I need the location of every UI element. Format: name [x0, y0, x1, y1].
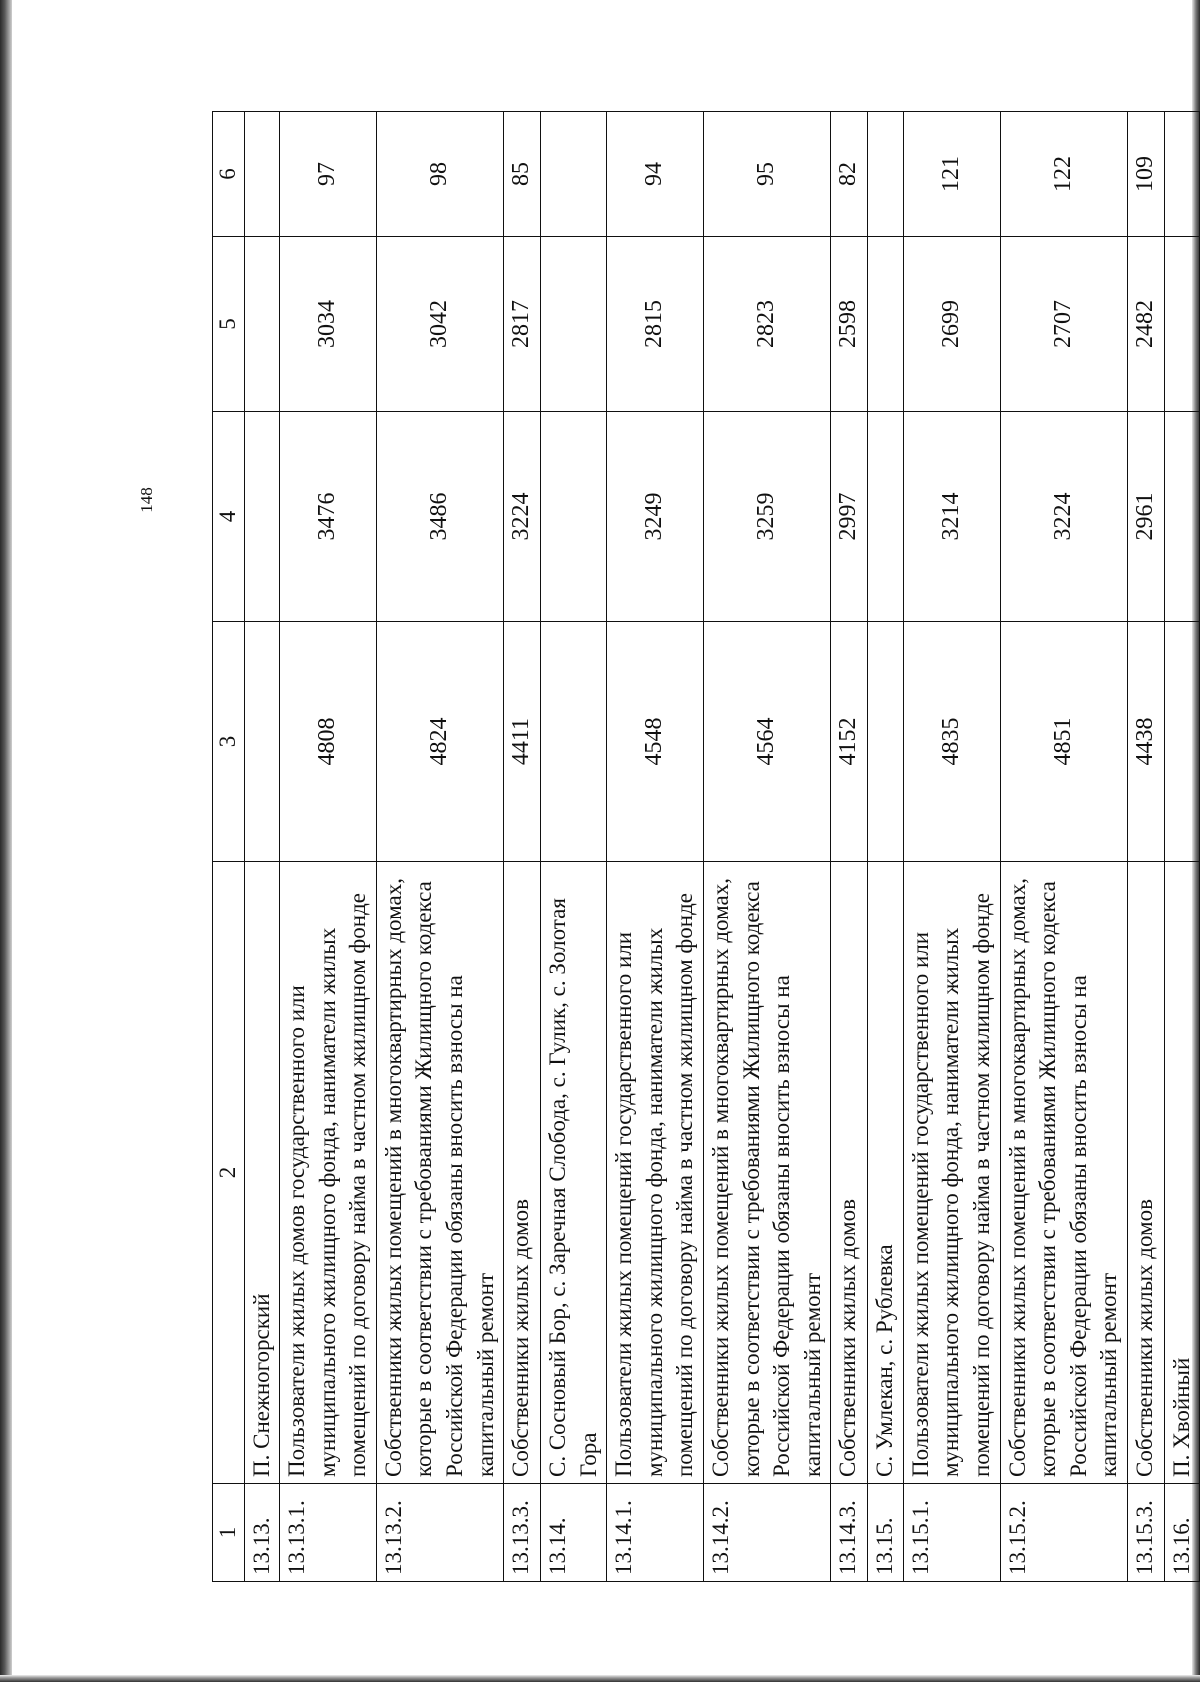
row-value-6: 97	[280, 112, 377, 237]
row-code: 13.16.	[1164, 1484, 1200, 1582]
row-value-6: 122	[1000, 112, 1127, 237]
row-code: 13.13.3.	[504, 1484, 541, 1582]
row-value-6: 82	[831, 112, 868, 237]
row-code: 13.13.2.	[376, 1484, 503, 1582]
header-cell-3: 3	[213, 622, 245, 862]
row-value-5: 2598	[831, 237, 868, 412]
row-value-5: 2823	[704, 237, 831, 412]
header-cell-5: 5	[213, 237, 245, 412]
row-code: 13.14.2.	[704, 1484, 831, 1582]
header-cell-1: 1	[213, 1484, 245, 1582]
row-value-6	[868, 112, 904, 237]
table-row	[376, 112, 503, 1582]
row-description: П. Хвойный	[1164, 862, 1200, 1484]
tariff-table	[212, 111, 1200, 1582]
row-value-3: 4808	[280, 622, 377, 862]
row-value-5: 2482	[1127, 237, 1164, 412]
table-row	[1000, 112, 1127, 1582]
row-value-3: 4835	[903, 622, 1000, 862]
row-value-5: 2699	[903, 237, 1000, 412]
table-row	[868, 112, 904, 1582]
row-code: 13.15.1.	[903, 1484, 1000, 1582]
row-value-3: 4152	[831, 622, 868, 862]
page-number: 148	[136, 487, 156, 513]
row-value-3: 4438	[1127, 622, 1164, 862]
row-value-6	[1164, 112, 1200, 237]
row-code: 13.15.	[868, 1484, 904, 1582]
row-value-5: 3042	[376, 237, 503, 412]
row-value-5	[868, 237, 904, 412]
row-value-5: 2817	[504, 237, 541, 412]
header-cell-4: 4	[213, 412, 245, 622]
row-value-5	[244, 237, 280, 412]
row-value-6: 109	[1127, 112, 1164, 237]
row-description: Собственники жилых домов	[1127, 862, 1164, 1484]
row-value-6	[541, 112, 607, 237]
row-value-4: 3476	[280, 412, 377, 622]
table-row	[541, 112, 607, 1582]
table-row	[1127, 112, 1164, 1582]
row-value-3	[244, 622, 280, 862]
row-value-4: 2997	[831, 412, 868, 622]
row-value-4: 2961	[1127, 412, 1164, 622]
header-cell-6: 6	[213, 112, 245, 237]
table-row	[280, 112, 377, 1582]
row-value-5: 2707	[1000, 237, 1127, 412]
row-description: П. Снежногорский	[244, 862, 280, 1484]
table-row	[504, 112, 541, 1582]
row-description: Пользователи жилых помещений государственного или муниципального жилищного фонда, наниматели жилых помещений по договору найма в частном жилищном фонде	[903, 862, 1000, 1484]
scan-edge-left	[0, 0, 12, 1682]
row-value-4	[868, 412, 904, 622]
row-description: С. Сосновый Бор, с. Заречная Слобода, с. Гулик, с. Золотая Гора	[541, 862, 607, 1484]
row-code: 13.13.1.	[280, 1484, 377, 1582]
row-value-6: 121	[903, 112, 1000, 237]
row-value-4	[541, 412, 607, 622]
row-value-5	[1164, 237, 1200, 412]
row-value-4: 3259	[704, 412, 831, 622]
row-value-3: 4411	[504, 622, 541, 862]
row-description: Собственники жилых помещений в многоквартирных домах, которые в соответствии с требованиями Жилищного кодекса Российской Федерации обязаны вносить взносы на капитальный ремонт	[704, 862, 831, 1484]
row-value-3: 4564	[704, 622, 831, 862]
row-description: Пользователи жилых помещений государственного или муниципального жилищного фонда, наниматели жилых помещений по договору найма в частном жилищном фонде	[607, 862, 704, 1484]
row-value-3	[541, 622, 607, 862]
row-code: 13.13.	[244, 1484, 280, 1582]
table-row	[244, 112, 280, 1582]
row-value-5	[541, 237, 607, 412]
row-description: Собственники жилых домов	[831, 862, 868, 1484]
table-row	[704, 112, 831, 1582]
row-value-5: 2815	[607, 237, 704, 412]
table-row	[1164, 112, 1200, 1582]
row-value-6: 85	[504, 112, 541, 237]
row-value-6: 95	[704, 112, 831, 237]
header-cell-2: 2	[213, 862, 245, 1484]
table-row	[831, 112, 868, 1582]
row-value-4: 3249	[607, 412, 704, 622]
row-code: 13.14.3.	[831, 1484, 868, 1582]
table-row	[607, 112, 704, 1582]
header-row	[213, 112, 245, 1582]
row-code: 13.15.2.	[1000, 1484, 1127, 1582]
table-body	[244, 112, 1200, 1582]
row-value-4	[1164, 412, 1200, 622]
row-description: С. Умлекан, с. Рублевка	[868, 862, 904, 1484]
row-code: 13.14.	[541, 1484, 607, 1582]
row-value-6	[244, 112, 280, 237]
row-value-6: 98	[376, 112, 503, 237]
row-description: Собственники жилых помещений в многоквартирных домах, которые в соответствии с требованиями Жилищного кодекса Российской Федерации обязаны вносить взносы на капитальный ремонт	[376, 862, 503, 1484]
row-value-3: 4548	[607, 622, 704, 862]
row-value-4: 3224	[1000, 412, 1127, 622]
row-value-3: 4851	[1000, 622, 1127, 862]
row-value-5: 3034	[280, 237, 377, 412]
row-value-3	[1164, 622, 1200, 862]
row-description: Пользователи жилых домов государственного или муниципального жилищного фонда, наниматели жилых помещений по договору найма в частном жилищном фонде	[280, 862, 377, 1484]
row-description: Собственники жилых помещений в многоквартирных домах, которые в соответствии с требованиями Жилищного кодекса Российской Федерации обязаны вносить взносы на капитальный ремонт	[1000, 862, 1127, 1484]
row-description: Собственники жилых домов	[504, 862, 541, 1484]
row-value-4: 3486	[376, 412, 503, 622]
row-value-4	[244, 412, 280, 622]
row-value-3	[868, 622, 904, 862]
scan-edge-bottom	[0, 1675, 1200, 1682]
row-value-6: 94	[607, 112, 704, 237]
table-row	[903, 112, 1000, 1582]
row-value-4: 3224	[504, 412, 541, 622]
row-code: 13.15.3.	[1127, 1484, 1164, 1582]
row-value-3: 4824	[376, 622, 503, 862]
row-value-4: 3214	[903, 412, 1000, 622]
rotated-table-wrapper	[212, 112, 1194, 1582]
row-code: 13.14.1.	[607, 1484, 704, 1582]
